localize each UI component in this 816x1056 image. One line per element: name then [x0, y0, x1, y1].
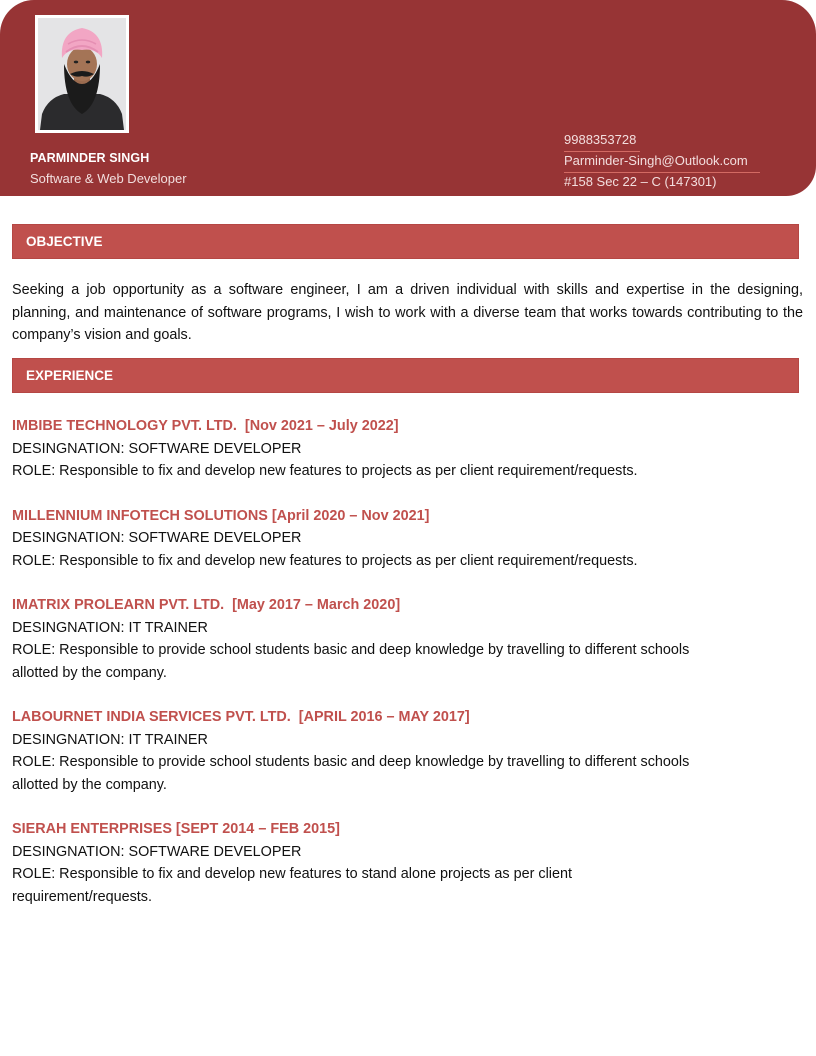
job-role: ROLE: Responsible to provide school students basic and deep knowledge by travelling to different schools allotted by the company. [12, 642, 690, 681]
experience-heading: EXPERIENCE [26, 368, 114, 383]
job-entry [12, 818, 712, 908]
job-company: LABOURNET INDIA SERVICES PVT. LTD. [APRIL 2016 – MAY 2017] [12, 709, 470, 725]
objective-text: Seeking a job opportunity as a software engineer, I am a driven individual with skills and expertise in the designing, planning, and maintenance of software programs, I wish to work with a diverse team that works towards contributing to the company’s vision and goals. [12, 282, 803, 343]
job-company: MILLENNIUM INFOTECH SOLUTIONS [April 2020 – Nov 2021] [12, 507, 430, 524]
job-role: ROLE: Responsible to fix and develop new features to stand alone projects as per client requirement/requests. [12, 866, 572, 905]
job-entry [12, 594, 712, 684]
candidate-name: PARMINDER SINGH [30, 151, 150, 165]
objective-section-bar [12, 224, 799, 259]
job-designation: DESINGNATION: IT TRAINER [12, 619, 208, 636]
contact-address: #158 Sec 22 – C (147301) [564, 174, 717, 189]
job-company: IMBIBE TECHNOLOGY PVT. LTD. [Nov 2021 – July 2022] [12, 418, 399, 434]
resume-header [0, 0, 816, 196]
job-designation: DESINGNATION: SOFTWARE DEVELOPER [12, 440, 302, 457]
candidate-title: Software & Web Developer [30, 171, 187, 186]
job-company: SIERAH ENTERPRISES [SEPT 2014 – FEB 2015] [12, 821, 340, 837]
job-designation: DESINGNATION: SOFTWARE DEVELOPER [12, 530, 302, 546]
job-designation: DESINGNATION: SOFTWARE DEVELOPER [12, 843, 302, 860]
contact-block [564, 131, 760, 193]
contact-email[interactable]: Parminder-Singh@Outlook.com [564, 152, 760, 173]
experience-list [12, 415, 712, 930]
contact-phone[interactable]: 9988353728 [564, 131, 640, 152]
experience-section-bar [12, 358, 799, 393]
objective-heading: OBJECTIVE [26, 234, 103, 249]
profile-photo [35, 15, 129, 133]
job-company: IMATRIX PROLEARN PVT. LTD. [May 2017 – March 2020] [12, 597, 401, 613]
job-role: ROLE: Responsible to provide school students basic and deep knowledge by travelling to different schools allotted by the company. [12, 754, 690, 793]
job-entry [12, 415, 712, 483]
job-entry [12, 505, 712, 573]
job-role: ROLE: Responsible to fix and develop new features to projects as per client requirement/requests. [12, 552, 638, 569]
job-designation: DESINGNATION: IT TRAINER [12, 731, 208, 748]
job-entry [12, 706, 712, 796]
job-role: ROLE: Responsible to fix and develop new features to projects as per client requirement/requests. [12, 463, 638, 479]
profile-photo-image [38, 18, 126, 130]
